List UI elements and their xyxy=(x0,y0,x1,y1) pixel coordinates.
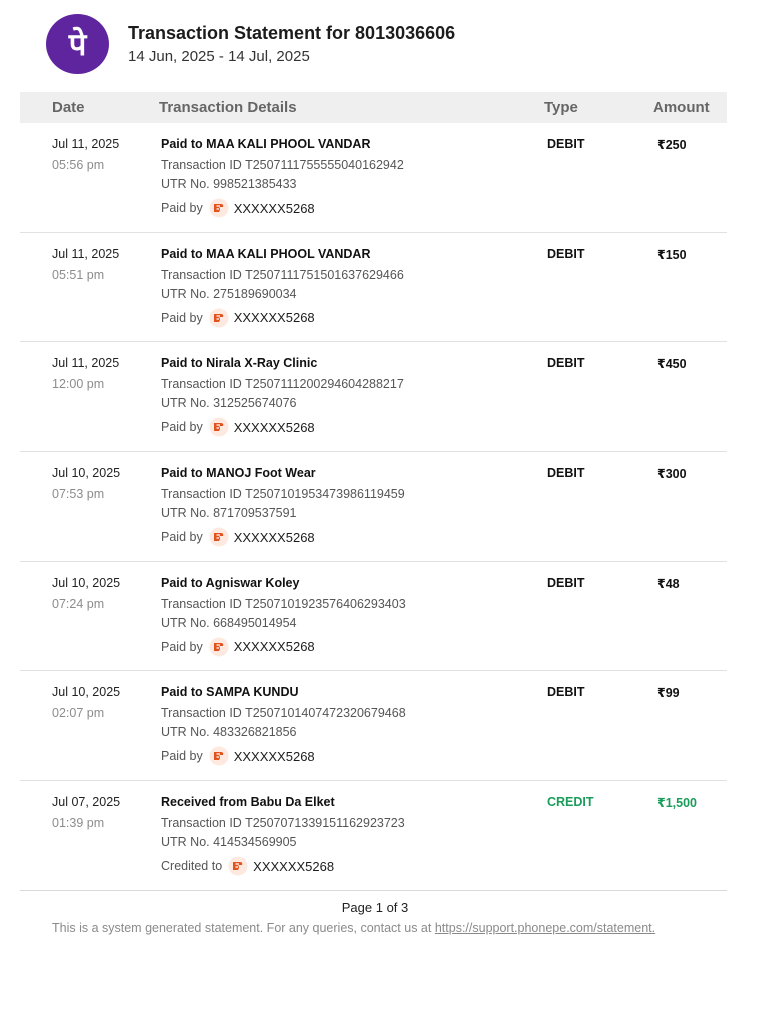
transaction-row xyxy=(20,562,727,672)
transaction-title: Paid to MAA KALI PHOOL VANDAR xyxy=(161,246,371,261)
column-date: Date xyxy=(52,99,85,116)
transaction-title: Received from Babu Da Elket xyxy=(161,795,335,810)
utr-number: UTR No. 275189690034 xyxy=(161,286,297,301)
transaction-time: 07:53 pm xyxy=(52,487,105,502)
bank-of-baroda-icon xyxy=(228,856,248,876)
payment-source xyxy=(161,746,315,766)
footer-note xyxy=(52,921,655,935)
transaction-amount: ₹450 xyxy=(657,357,687,372)
bank-of-baroda-icon xyxy=(209,637,229,657)
transaction-id: Transaction ID T2507111755555040162942 xyxy=(161,158,404,172)
transaction-time: 07:24 pm xyxy=(52,596,105,611)
paid-by-label: Paid by xyxy=(161,420,203,435)
credited-to-label: Credited to xyxy=(161,859,223,874)
transaction-type: DEBIT xyxy=(547,356,585,371)
page-indicator: Page 1 of 3 xyxy=(341,900,409,915)
paid-by-label: Paid by xyxy=(161,201,203,215)
transaction-date: Jul 11, 2025 xyxy=(52,356,120,371)
utr-number: UTR No. 312525674076 xyxy=(161,396,297,411)
transaction-type: DEBIT xyxy=(547,137,585,151)
svg-text:पे: पे xyxy=(68,27,87,63)
payment-source xyxy=(161,308,315,328)
transaction-title: Paid to SAMPA KUNDU xyxy=(161,685,299,700)
payment-source xyxy=(161,527,315,547)
transaction-type: DEBIT xyxy=(547,685,585,700)
transaction-title: Paid to Agniswar Koley xyxy=(161,575,300,590)
transaction-date: Jul 10, 2025 xyxy=(52,575,121,590)
bank-of-baroda-icon xyxy=(209,308,229,328)
transaction-date: Jul 10, 2025 xyxy=(52,466,121,481)
column-transaction-details: Transaction Details xyxy=(159,99,297,116)
utr-number: UTR No. 668495014954 xyxy=(161,615,297,630)
statement-period: 14 Jun, 2025 - 14 Jul, 2025 xyxy=(128,48,310,65)
payment-source xyxy=(161,856,334,876)
transaction-list xyxy=(20,123,727,891)
utr-number: UTR No. 998521385433 xyxy=(161,177,297,191)
transaction-amount: ₹48 xyxy=(657,576,680,591)
transaction-id: Transaction ID T2507071339151162923723 xyxy=(161,816,405,831)
transaction-id: Transaction ID T2507111200294604288217 xyxy=(161,377,404,392)
bank-of-baroda-icon xyxy=(209,417,229,437)
bank-of-baroda-icon xyxy=(209,198,229,218)
utr-number: UTR No. 483326821856 xyxy=(161,725,297,740)
transaction-date: Jul 11, 2025 xyxy=(52,246,120,261)
transaction-id: Transaction ID T2507101407472320679468 xyxy=(161,706,406,721)
account-number: XXXXXX5268 xyxy=(233,200,315,216)
transaction-id: Transaction ID T2507101923576406293403 xyxy=(161,596,406,611)
transaction-row xyxy=(20,781,727,891)
table-header xyxy=(20,92,727,123)
transaction-type: DEBIT xyxy=(547,575,585,590)
transaction-row xyxy=(20,123,727,233)
utr-number: UTR No. 871709537591 xyxy=(161,506,297,521)
transaction-amount: ₹300 xyxy=(657,467,687,482)
bank-of-baroda-icon xyxy=(209,746,229,766)
transaction-id: Transaction ID T2507101953473986119459 xyxy=(161,487,405,502)
account-number: XXXXXX5268 xyxy=(233,419,315,435)
transaction-amount: ₹99 xyxy=(657,686,680,701)
paid-by-label: Paid by xyxy=(161,530,203,545)
paid-by-label: Paid by xyxy=(161,639,203,654)
phonepe-logo-icon xyxy=(46,14,109,74)
transaction-row xyxy=(20,342,727,452)
account-number: XXXXXX5268 xyxy=(233,529,315,545)
transaction-row xyxy=(20,671,727,781)
transaction-amount: ₹250 xyxy=(657,138,687,152)
transaction-date: Jul 07, 2025 xyxy=(52,795,121,810)
transaction-time: 05:51 pm xyxy=(52,267,105,282)
account-number: XXXXXX5268 xyxy=(233,639,315,655)
footer-note-text: This is a system generated statement. For any queries, contact us at xyxy=(52,921,432,935)
transaction-title: Paid to MANOJ Foot Wear xyxy=(161,466,316,481)
utr-number: UTR No. 414534569905 xyxy=(161,835,297,850)
column-amount: Amount xyxy=(653,99,710,116)
statement-title: Transaction Statement for 8013036606 xyxy=(128,23,456,43)
transaction-title: Paid to MAA KALI PHOOL VANDAR xyxy=(161,137,371,151)
statement-header xyxy=(46,14,455,74)
account-number: XXXXXX5268 xyxy=(233,310,315,326)
transaction-row xyxy=(20,233,727,343)
support-link[interactable]: https://support.phonepe.com/statement. xyxy=(434,921,656,935)
account-number: XXXXXX5268 xyxy=(253,858,335,874)
transaction-row xyxy=(20,452,727,562)
payment-source xyxy=(161,417,315,437)
transaction-type: DEBIT xyxy=(547,246,585,261)
paid-by-label: Paid by xyxy=(161,310,203,325)
bank-of-baroda-icon xyxy=(209,527,229,547)
payment-source xyxy=(161,637,315,657)
transaction-time: 01:39 pm xyxy=(52,816,105,831)
transaction-type: DEBIT xyxy=(547,466,585,481)
transaction-date: Jul 10, 2025 xyxy=(52,685,121,700)
column-type: Type xyxy=(544,99,578,116)
transaction-date: Jul 11, 2025 xyxy=(52,137,120,151)
transaction-type: CREDIT xyxy=(547,795,594,810)
transaction-time: 12:00 pm xyxy=(52,377,105,392)
transaction-amount: ₹150 xyxy=(657,247,687,262)
transaction-time: 02:07 pm xyxy=(52,706,105,721)
account-number: XXXXXX5268 xyxy=(233,748,315,764)
transaction-id: Transaction ID T2507111751501637629466 xyxy=(161,267,404,282)
payment-source xyxy=(161,198,315,218)
transaction-amount: ₹1,500 xyxy=(657,796,697,811)
transaction-time: 05:56 pm xyxy=(52,158,105,172)
transaction-title: Paid to Nirala X-Ray Clinic xyxy=(161,356,318,371)
paid-by-label: Paid by xyxy=(161,749,203,764)
